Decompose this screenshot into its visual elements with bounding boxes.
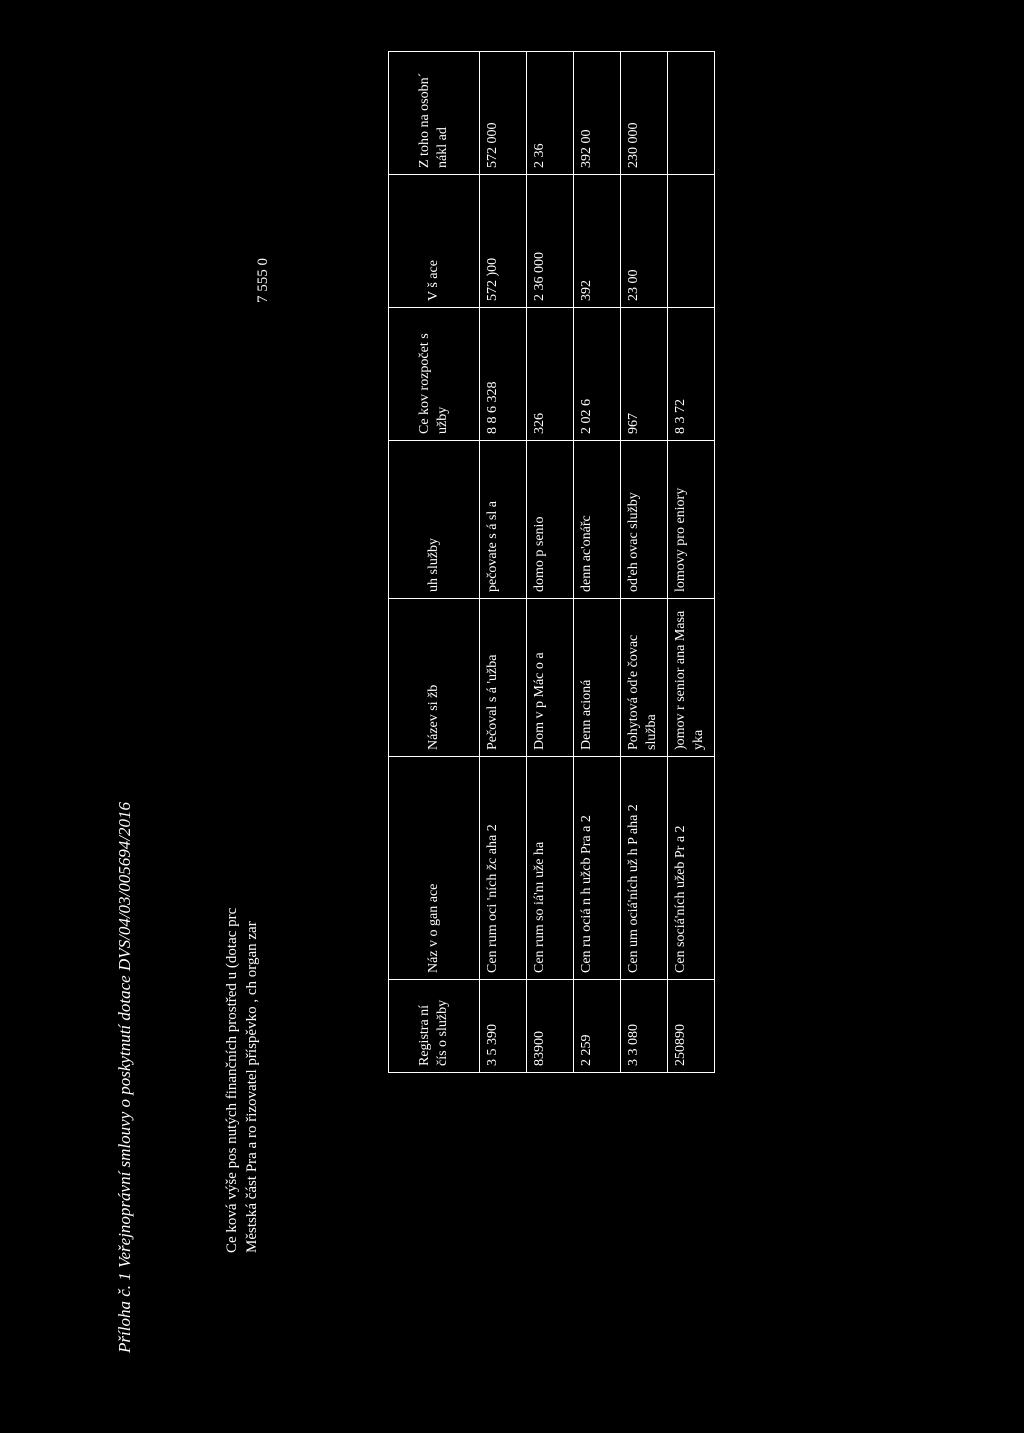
intro-paragraph [222, 908, 262, 1253]
cell-service-name: )omov r senior ana Masa yka [668, 599, 715, 757]
cell-service-type: domo p senio [527, 441, 574, 599]
cell-staff-costs: 392 00 [574, 52, 621, 175]
total-amount: 7 555 0 [255, 258, 271, 303]
cell-staff-costs: 230 000 [621, 52, 668, 175]
header-grant-amount: V š ace [389, 175, 480, 308]
cell-total-budget: 8 8 6 328 [480, 308, 527, 441]
intro-line-2: Městská část Pra a ro řizovatel příspěvko , ch organ zar [244, 921, 260, 1253]
cell-service-type: denn ac'onářc [574, 441, 621, 599]
header-registration-number: Registra ní čís o služby [389, 980, 480, 1073]
cell-registration-number: 3 5 390 [480, 980, 527, 1073]
cell-service-name: Pečoval s á 'užba [480, 599, 527, 757]
table-row [668, 52, 715, 1073]
cell-registration-number: 2 259 [574, 980, 621, 1073]
table-row [480, 52, 527, 1073]
intro-line-1: Ce ková výše pos nutých finančních prostřed u (dotac prc [224, 907, 240, 1253]
cell-organization-name: Cen rum oci 'ních žc aha 2 [480, 757, 527, 980]
table-header-row [389, 52, 480, 1073]
cell-total-budget: 967 [621, 308, 668, 441]
grant-table [388, 51, 715, 1073]
table-row [574, 52, 621, 1073]
cell-registration-number: 83900 [527, 980, 574, 1073]
cell-service-name: Pohytová od'e čovac služba [621, 599, 668, 757]
cell-organization-name: Cen ru ociá n h užcb Pra a 2 [574, 757, 621, 980]
cell-total-budget: 2 02 6 [574, 308, 621, 441]
cell-service-name: Denn acioná [574, 599, 621, 757]
cell-registration-number: 3 3 080 [621, 980, 668, 1073]
cell-service-type: od'eh ovac služby [621, 441, 668, 599]
cell-service-type: pečovate s á sl a [480, 441, 527, 599]
cell-grant-amount [668, 175, 715, 308]
header-total-budget: Ce kov rozpočet s užby [389, 308, 480, 441]
cell-total-budget: 8 3 72 [668, 308, 715, 441]
header-service-type: uh služby [389, 441, 480, 599]
attachment-caption: Příloha č. 1 Veřejnoprávní smlouvy o poskytnutí dotace DVS/04/03/005694/2016 [115, 801, 134, 1353]
cell-staff-costs [668, 52, 715, 175]
header-service-name: Název si žb [389, 599, 480, 757]
cell-grant-amount: 572 )00 [480, 175, 527, 308]
cell-grant-amount: 392 [574, 175, 621, 308]
table-row [621, 52, 668, 1073]
cell-staff-costs: 2 36 [527, 52, 574, 175]
cell-total-budget: 326 [527, 308, 574, 441]
header-organization-name: Náz v o gan ace [389, 757, 480, 980]
cell-grant-amount: 2 36 000 [527, 175, 574, 308]
cell-registration-number: 250890 [668, 980, 715, 1073]
table-row [527, 52, 574, 1073]
header-staff-costs: Z toho na osobn´ nákl ad [389, 52, 480, 175]
cell-service-type: lomovy pro eniory [668, 441, 715, 599]
cell-organization-name: Cen sociá'ních užeb Pr a 2 [668, 757, 715, 980]
cell-organization-name: Cen rum so iá'nı uže ha [527, 757, 574, 980]
cell-organization-name: Cen um ociá'ních už h P aha 2 [621, 757, 668, 980]
cell-staff-costs: 572 000 [480, 52, 527, 175]
cell-grant-amount: 23 00 [621, 175, 668, 308]
cell-service-name: Dom v p Mác o a [527, 599, 574, 757]
